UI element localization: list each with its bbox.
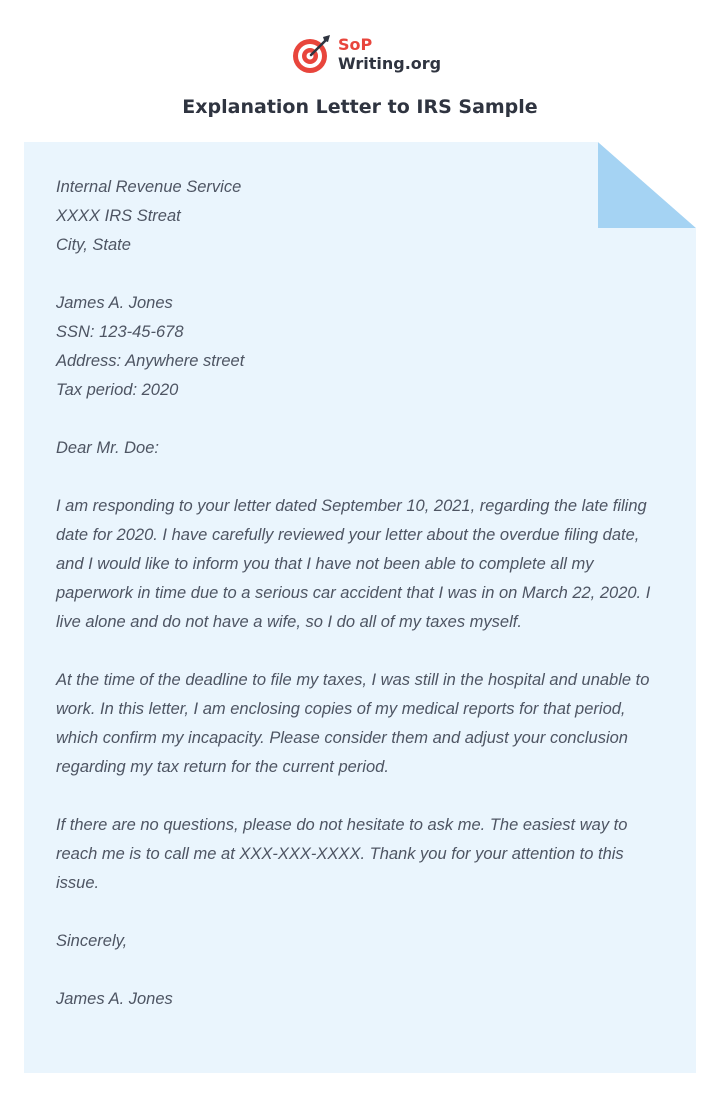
sender-line: Address: Anywhere street: [56, 352, 245, 370]
target-icon: [290, 33, 332, 75]
recipient-line: Internal Revenue Service: [56, 178, 242, 196]
logo-line2: Writing.org: [338, 54, 442, 73]
letter-body: [56, 173, 668, 1014]
sender-line: James A. Jones: [56, 294, 173, 312]
body-paragraph: At the time of the deadline to file my taxes, I was still in the hospital and unable to work. In this letter, I am enclosing copies of my medical reports for that period, which confirm my incapacity. Please consider them and adjust your conclusion regarding my tax return for the current period.: [56, 671, 650, 776]
logo-line1: SoP: [338, 35, 373, 54]
recipient-line: XXXX IRS Streat: [56, 207, 181, 225]
logo-text: [338, 35, 441, 73]
page-title: Explanation Letter to IRS Sample: [182, 96, 538, 118]
closing: Sincerely,: [56, 932, 128, 950]
salutation: Dear Mr. Doe:: [56, 439, 159, 457]
letter-sheet: [24, 142, 696, 1073]
sender-line: SSN: 123-45-678: [56, 323, 184, 341]
recipient-line: City, State: [56, 236, 131, 254]
signature: James A. Jones: [56, 990, 173, 1008]
sender-line: Tax period: 2020: [56, 381, 179, 399]
sender-info: [56, 289, 668, 405]
body-paragraph: I am responding to your letter dated September 10, 2021, regarding the late filing date for 2020. I have carefully reviewed your letter about the overdue filing date, and I would like to inform you that I have not been able to complete all my paperwork in time due to a serious car accident that I was in on March 22, 2020. I live alone and do not have a wife, so I do all of my taxes myself.: [56, 497, 651, 631]
body-paragraph: If there are no questions, please do not hesitate to ask me. The easiest way to reach me is to call me at XXX-XXX-XXXX. Thank you for your attention to this issue.: [56, 816, 628, 892]
recipient-address: [56, 173, 668, 260]
site-logo[interactable]: [290, 30, 441, 78]
